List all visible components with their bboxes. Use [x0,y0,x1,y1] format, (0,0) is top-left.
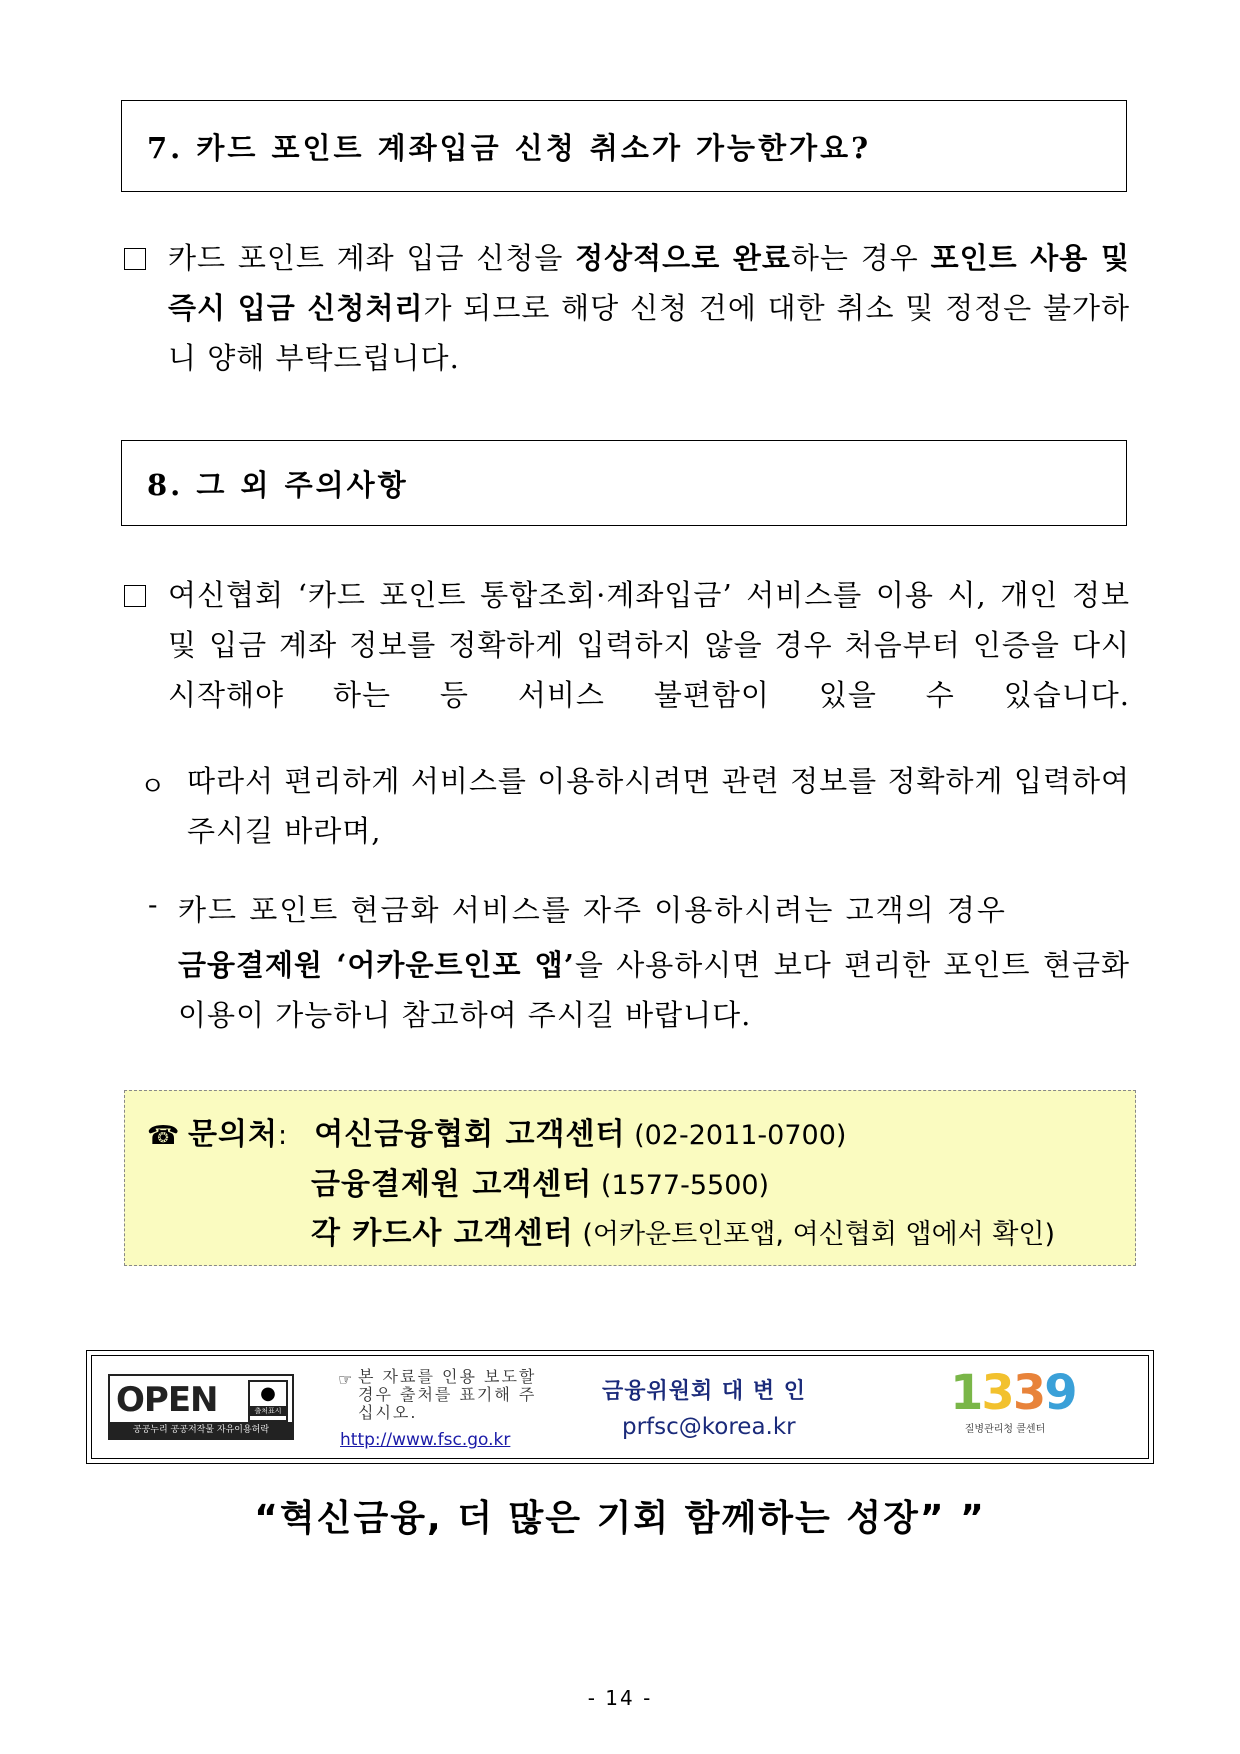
section-7-paragraph: 카드 포인트 계좌 입금 신청을 정상적으로 완료하는 경우 포인트 사용 및 즉시 입금 신청처리가 되므로 해당 신청 건에 대한 취소 및 정정은 불가하니 양해 부탁드립니다. [168,241,1131,375]
section-7-title-box [121,100,1127,192]
section-8-title-box [121,440,1127,526]
open-badge: ● 출처표시 [248,1380,288,1422]
pointing-hand-icon: ☞ [338,1370,353,1389]
contact-box [124,1090,1136,1266]
contact-row-1: ☎ 문의처: 여신금융협회 고객센터 (02-2011-0700) [147,1117,847,1152]
citation-notice: 본 자료를 인용 보도할 경우 출처를 표기해 주십시오. [358,1367,537,1422]
spokesperson-title: 금융위원회 대 변 인 [602,1379,806,1404]
website-link[interactable]: http://www.fsc.go.kr [340,1430,511,1450]
contact-label: 문의처 [187,1117,278,1152]
person-icon: ● [260,1383,276,1404]
dash-marker: - [148,888,158,921]
checkbox-icon [124,248,146,270]
callcenter-label: 질병관리청 콜센터 [964,1424,1046,1435]
open-subtitle: 공공누리 공공저작물 자유이용허락 [110,1422,292,1438]
telephone-icon: ☎ [147,1121,180,1151]
callcenter-digit: 1 [950,1365,982,1421]
open-license-logo [108,1374,294,1440]
contact-detail: (02-2011-0700) [634,1120,847,1151]
dash-text: 금융결제원 ‘어카운트인포 앱’을 사용하시면 보다 편리한 포인트 현금화 이용이 가능하니 참고하여 주시길 바랍니다. [178,948,1130,1032]
callcenter-digit: 9 [1044,1365,1076,1421]
footer-inner [91,1355,1149,1459]
section-7-title: 7. 카드 포인트 계좌입금 신청 취소가 가능한가요? [147,130,872,165]
contact-detail: (1577-5500) [600,1170,770,1201]
contact-name: 각 카드사 고객센터 [311,1216,574,1251]
open-logo-text: OPEN [116,1380,218,1420]
contact-row-3 [311,1208,1055,1252]
checkbox-icon [124,585,146,607]
slogan: “혁신금융, 더 많은 기회 함께하는 성장” ” [254,1498,986,1539]
bullet-marker: ㅇ [140,772,166,802]
footer-box [86,1350,1154,1464]
callcenter-logo [950,1365,1076,1446]
contact-detail: (어카운트인포앱, 여신협회 앱에서 확인) [582,1219,1056,1250]
callcenter-digit: 3 [1012,1365,1045,1421]
dash-text-line1: 카드 포인트 현금화 서비스를 자주 이용하시려는 고객의 경우 [178,893,1007,927]
contact-name: 금융결제원 고객센터 [311,1167,593,1202]
page-number: - 14 - [587,1686,653,1710]
spokesperson-email[interactable]: prfsc@korea.kr [622,1414,796,1440]
contact-name: 여신금융협회 고객센터 [314,1117,626,1152]
contact-row-2 [311,1159,769,1203]
bullet-text: 따라서 편리하게 서비스를 이용하시려면 관련 정보를 정확하게 입력하여 주시길 바라며, [187,764,1130,848]
section-8-title: 8. 그 외 주의사항 [147,467,409,502]
section-8-paragraph: 여신협회 ‘카드 포인트 통합조회·계좌입금’ 서비스를 이용 시, 개인 정보 및 입금 계좌 정보를 정확하게 입력하지 않을 경우 처음부터 인증을 다시 시작해야 하는 등 서비스 불편함이 있을 수 있습니다. [168,578,1130,712]
callcenter-digit: 3 [981,1365,1013,1421]
